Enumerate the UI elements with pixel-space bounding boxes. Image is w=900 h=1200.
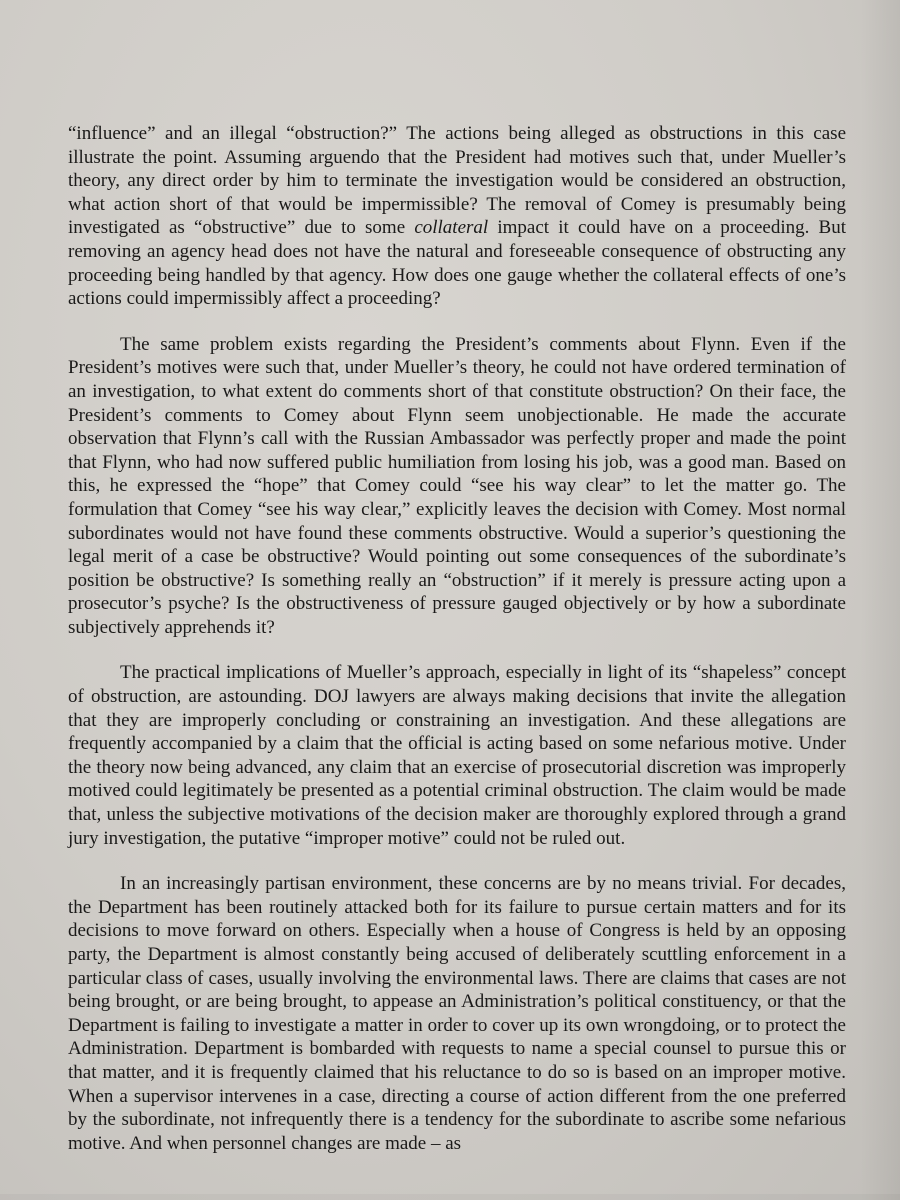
- paragraph-2: The same problem exists regarding the President’s comments about Flynn. Even if the President’s motives were such that, under Mueller’s theory, he could not have ordered termination of an investigation, to what extent do comments short of that constitute obstruction? On their face, the President’s comments to Comey about Flynn seem unobjectionable. He made the accurate observation that Flynn’s call with the Russian Ambassador was perfectly proper and made the point that Flynn, who had now suffered public humiliation from losing his job, was a good man. Based on this, he expressed the “hope” that Comey could “see his way clear” to let the matter go. The formulation that Comey “see his way clear,” explicitly leaves the decision with Comey. Most normal subordinates would not have found these comments obstructive. Would a superior’s questioning the legal merit of a case be obstructive? Would pointing out some consequences of the subordinate’s position be obstructive? Is something really an “obstruction” if it merely is pressure acting upon a prosecutor’s psyche? Is the obstructiveness of pressure gauged objectively or by how a subordinate subjectively apprehends it?: [68, 333, 846, 638]
- emphasis-collateral: collateral: [414, 217, 489, 239]
- memo-body-text: [68, 122, 846, 1155]
- page-bottom-edge: [0, 1194, 900, 1200]
- page-shadow: [860, 0, 900, 1200]
- paragraph-1: “influence” and an illegal “obstruction?” The actions being alleged as obstructions in this case illustrate the point. Assuming arguendo that the President had motives such that, under Mueller’s theory, any direct order by him to terminate the investigation would be considered an obstruction, what action short of that would be impermissible? The removal of Comey is presumably being investigated as “obstructive” due to some collateral impact it could have on a proceeding. But removing an agency head does not have the natural and foreseeable consequence of obstructing any proceeding being handled by that agency. How does one gauge whether the collateral effects of one’s actions could impermissibly affect a proceeding?: [68, 123, 846, 310]
- paragraph-4: In an increasingly partisan environment, these concerns are by no means trivial. For decades, the Department has been routinely attacked both for its failure to pursue certain matters and for its decisions to move forward on others. Especially when a house of Congress is held by an opposing party, the Department is almost constantly being accused of deliberately scuttling enforcement in a particular class of cases, usually involving the environmental laws. There are claims that cases are not being brought, or are being brought, to appease an Administration’s political constituency, or that the Department is failing to investigate a matter in order to cover up its own wrongdoing, or to protect the Administration. Department is bombarded with requests to name a special counsel to pursue this or that matter, and it is frequently claimed that his reluctance to do so is based on an improper motive. When a supervisor intervenes in a case, directing a course of action different from the one preferred by the subordinate, not infrequently there is a tendency for the subordinate to ascribe some nefarious motive. And when personnel changes are made – as: [68, 873, 846, 1154]
- paragraph-3: The practical implications of Mueller’s approach, especially in light of its “shapeless” concept of obstruction, are astounding. DOJ lawyers are always making decisions that invite the allegation that they are improperly concluding or constraining an investigation. And these allegations are frequently accompanied by a claim that the official is acting based on some nefarious motive. Under the theory now being advanced, any claim that an exercise of prosecutorial discretion was improperly motived could legitimately be presented as a potential criminal obstruction. The claim would be made that, unless the subjective motivations of the decision maker are thoroughly explored through a grand jury investigation, the putative “improper motive” could not be ruled out.: [68, 662, 846, 849]
